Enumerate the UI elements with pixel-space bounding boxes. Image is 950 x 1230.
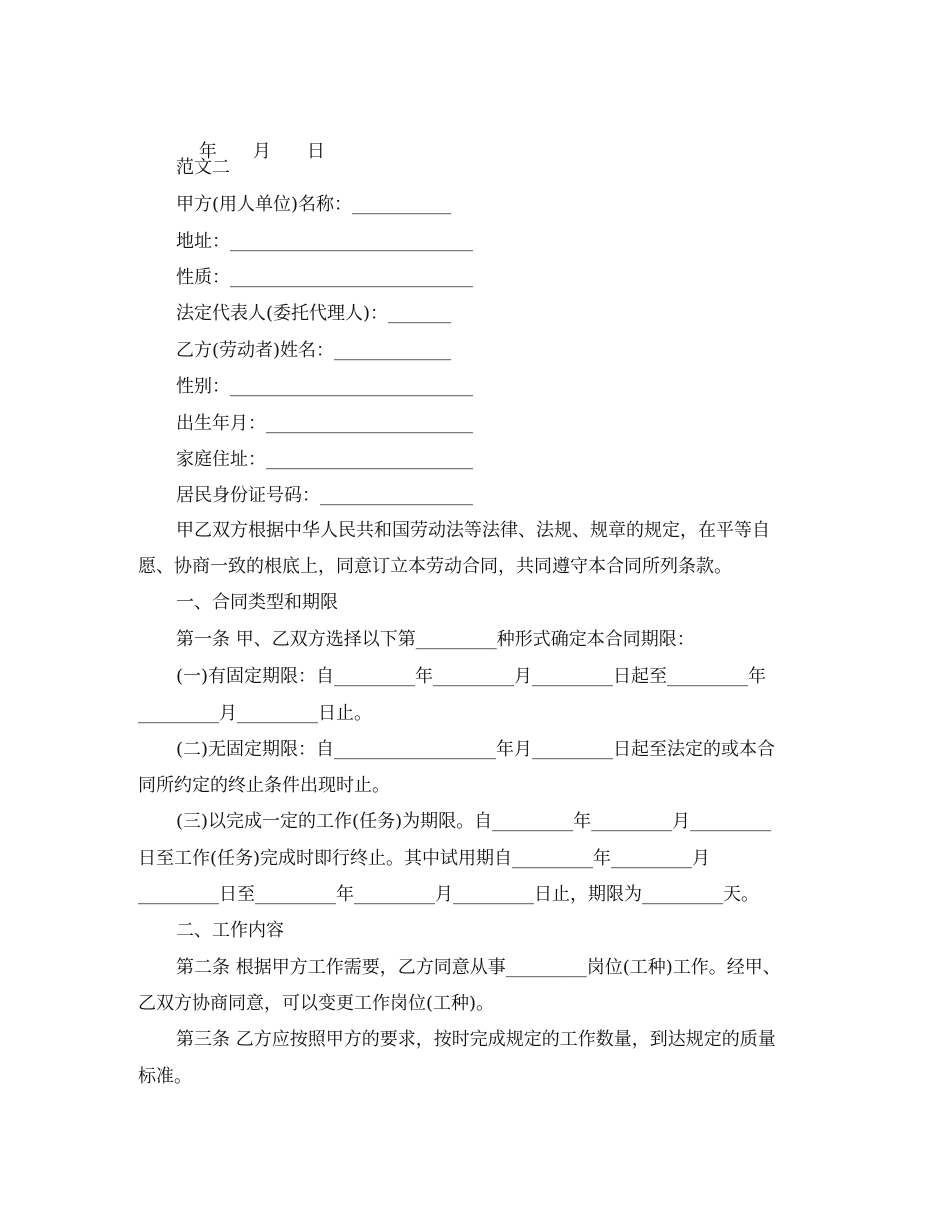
article2-line-1: 第二条 根据甲方工作需要，乙方同意从事_________岗位(工种)工作。经甲、: [176, 957, 781, 978]
article3-line-1: 第三条 乙方应按照甲方的要求，按时完成规定的工作数量，到达规定的质量: [176, 1029, 776, 1050]
item3-line-1: (三)以完成一定的工作(任务)为期限。自_________年_________月_________: [176, 811, 772, 832]
birth-field: 出生年月：_______________________: [176, 413, 473, 434]
article3-line-2: 标准。: [138, 1066, 192, 1087]
home-address-field: 家庭住址：_______________________: [176, 449, 473, 470]
nature-field: 性质：___________________________: [176, 267, 473, 288]
address-field: 地址：___________________________: [176, 231, 473, 252]
id-number-field: 居民身份证号码：_________________: [176, 485, 473, 506]
item3-line-3: _________日至_________年_________月_________日止，期限为_________天。: [138, 884, 759, 905]
date-month: 月: [252, 141, 271, 162]
legal-rep-field: 法定代表人(委托代理人)：_______: [176, 303, 452, 324]
section2-title: 二、工作内容: [176, 920, 284, 941]
date-day: 日: [306, 141, 325, 162]
intro-line-1: 甲乙双方根据中华人民共和国劳动法等法律、法规、规章的规定，在平等自: [176, 520, 770, 541]
article2-line-2: 乙双方协商同意，可以变更工作岗位(工种)。: [138, 993, 495, 1014]
item3-line-2: 日至工作(任务)完成时即行终止。其中试用期自_________年_________月: [138, 848, 711, 869]
employee-name-field: 乙方(劳动者)姓名：_____________: [176, 340, 452, 361]
section1-title: 一、合同类型和期限: [176, 592, 338, 613]
date-year: 年: [198, 141, 217, 162]
item1-line-2: _________月_________日止。: [138, 703, 372, 724]
item1-line-1: (一)有固定期限：自_________年_________月_________日起至_________年: [176, 666, 767, 687]
item2-line-2: 同所约定的终止条件出现时止。: [138, 775, 390, 796]
item2-line-1: (二)无固定期限：自__________________年月_________日起至法定的或本合: [176, 739, 776, 760]
intro-line-2: 愿、协商一致的根底上，同意订立本劳动合同，共同遵守本合同所列条款。: [138, 556, 732, 577]
employer-name-field: 甲方(用人单位)名称：___________: [176, 194, 452, 215]
heading: 范文二: [176, 157, 230, 178]
gender-field: 性别：___________________________: [176, 376, 473, 397]
article1: 第一条 甲、乙双方选择以下第_________种形式确定本合同期限：: [176, 629, 695, 650]
